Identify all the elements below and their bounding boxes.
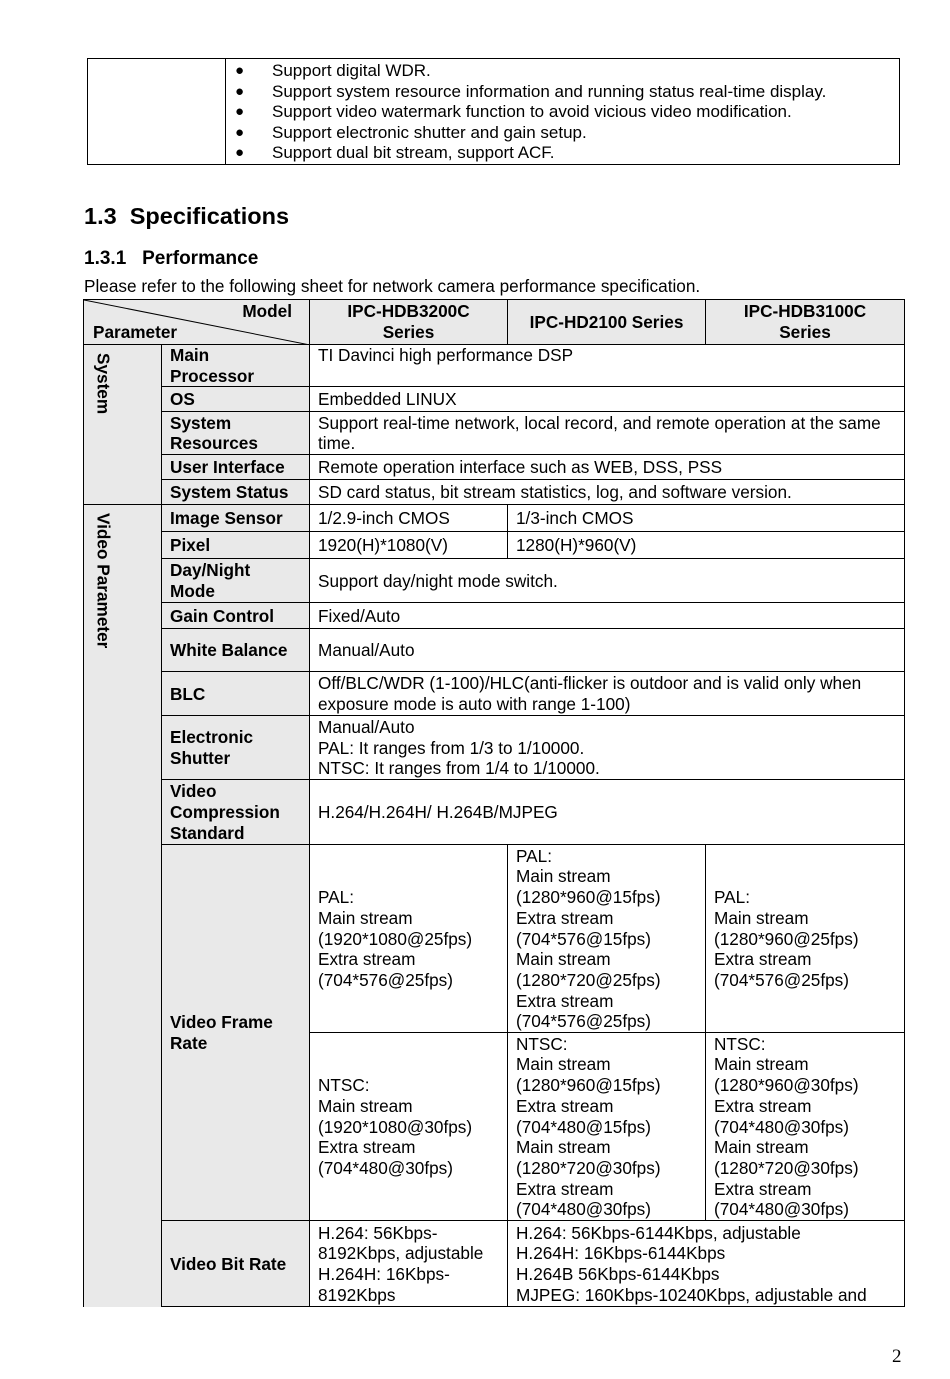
param-label: White Balance xyxy=(162,629,310,672)
model-header: IPC-HDB3200C Series xyxy=(310,300,508,345)
corner-cell xyxy=(84,300,310,345)
param-value: 1280(H)*960(V) xyxy=(508,532,905,559)
param-value: NTSC: Main stream (1920*1080@30fps) Extra stream (704*480@30fps) xyxy=(310,1033,508,1221)
feature-item: ● Support digital WDR. xyxy=(226,61,899,82)
param-value: NTSC: Main stream (1280*960@15fps) Extra stream (704*480@15fps) Main stream (1280*720@30fps) Extra stream (704*480@30fps) xyxy=(508,1033,706,1221)
param-label: Video Frame Rate xyxy=(162,845,310,1221)
param-label: Main Processor xyxy=(162,345,310,387)
param-label: User Interface xyxy=(162,455,310,480)
param-value: Manual/Auto PAL: It ranges from 1/3 to 1/10000. NTSC: It ranges from 1/4 to 1/10000. xyxy=(310,716,905,780)
param-value: Off/BLC/WDR (1-100)/HLC(anti-flicker is outdoor and is valid only when exposure mode is auto with range 1-100) xyxy=(310,672,905,716)
param-value: Fixed/Auto xyxy=(310,603,905,629)
param-value: 1/3-inch CMOS xyxy=(508,505,905,532)
param-label: Gain Control xyxy=(162,603,310,629)
param-label: Day/Night Mode xyxy=(162,559,310,603)
category-video xyxy=(84,505,162,1307)
corner-model-label: Model xyxy=(242,301,292,321)
param-label: OS xyxy=(162,387,310,412)
header-row xyxy=(84,300,905,345)
category-label: Video Parameter xyxy=(93,513,114,649)
param-value: 1/2.9-inch CMOS xyxy=(310,505,508,532)
param-value: Manual/Auto xyxy=(310,629,905,672)
param-value: 1920(H)*1080(V) xyxy=(310,532,508,559)
feature-item: ● Support system resource information and running status real-time display. xyxy=(226,82,899,103)
param-label: Video Bit Rate xyxy=(162,1221,310,1307)
param-value: Remote operation interface such as WEB, DSS, PSS xyxy=(310,455,905,480)
model-header: IPC-HDB3100C Series xyxy=(706,300,905,345)
feature-list-table xyxy=(87,58,900,165)
param-label: Pixel xyxy=(162,532,310,559)
param-value: TI Davinci high performance DSP xyxy=(310,345,905,387)
feature-item: ● Support dual bit stream, support ACF. xyxy=(226,143,899,164)
param-label: Video Compression Standard xyxy=(162,780,310,845)
section-heading xyxy=(84,203,289,230)
category-label: System xyxy=(93,353,114,415)
subsection-title: Performance xyxy=(142,248,259,269)
param-value: H.264/H.264H/ H.264B/MJPEG xyxy=(310,780,905,845)
param-value: H.264: 56Kbps-6144Kbps, adjustable H.264H: 16Kbps-6144Kbps H.264B 56Kbps-6144Kbps MJPEG: 160Kbps-10240Kbps, adjustable and xyxy=(508,1221,905,1307)
param-label: Image Sensor xyxy=(162,505,310,532)
page-number: 2 xyxy=(892,1346,902,1367)
param-label: System Resources xyxy=(162,412,310,455)
feature-list-cell xyxy=(226,59,900,165)
param-label: System Status xyxy=(162,480,310,505)
param-value: SD card status, bit stream statistics, log, and software version. xyxy=(310,480,905,505)
param-value: Embedded LINUX xyxy=(310,387,905,412)
section-number: 1.3 xyxy=(84,203,117,229)
category-system xyxy=(84,345,162,505)
param-value: PAL: Main stream (1920*1080@25fps) Extra stream (704*576@25fps) xyxy=(310,845,508,1033)
section-title: Specifications xyxy=(129,203,290,229)
corner-parameter-label: Parameter xyxy=(93,322,178,342)
param-label: BLC xyxy=(162,672,310,716)
feature-list-empty-cell xyxy=(88,59,226,165)
param-value: Support real-time network, local record, and remote operation at the same time. xyxy=(310,412,905,455)
intro-paragraph: Please refer to the following sheet for network camera performance specification. xyxy=(84,276,701,296)
param-label: Electronic Shutter xyxy=(162,716,310,780)
feature-list xyxy=(226,59,899,164)
model-header: IPC-HD2100 Series xyxy=(508,300,706,345)
param-value: NTSC: Main stream (1280*960@30fps) Extra stream (704*480@30fps) Main stream (1280*720@30fps) Extra stream (704*480@30fps) xyxy=(706,1033,905,1221)
param-value: PAL: Main stream (1280*960@25fps) Extra stream (704*576@25fps) xyxy=(706,845,905,1033)
feature-item: ● Support video watermark function to avoid vicious video modification. xyxy=(226,102,899,123)
param-value: Support day/night mode switch. xyxy=(310,559,905,603)
subsection-heading xyxy=(84,248,258,270)
param-value: H.264: 56Kbps- 8192Kbps, adjustable H.264H: 16Kbps- 8192Kbps xyxy=(310,1221,508,1307)
param-value: PAL: Main stream (1280*960@15fps) Extra stream (704*576@15fps) Main stream (1280*720@25fps) Extra stream (704*576@25fps) xyxy=(508,845,706,1033)
feature-item: ● Support electronic shutter and gain setup. xyxy=(226,123,899,144)
subsection-number: 1.3.1 xyxy=(84,248,127,269)
spec-table xyxy=(83,299,905,1307)
